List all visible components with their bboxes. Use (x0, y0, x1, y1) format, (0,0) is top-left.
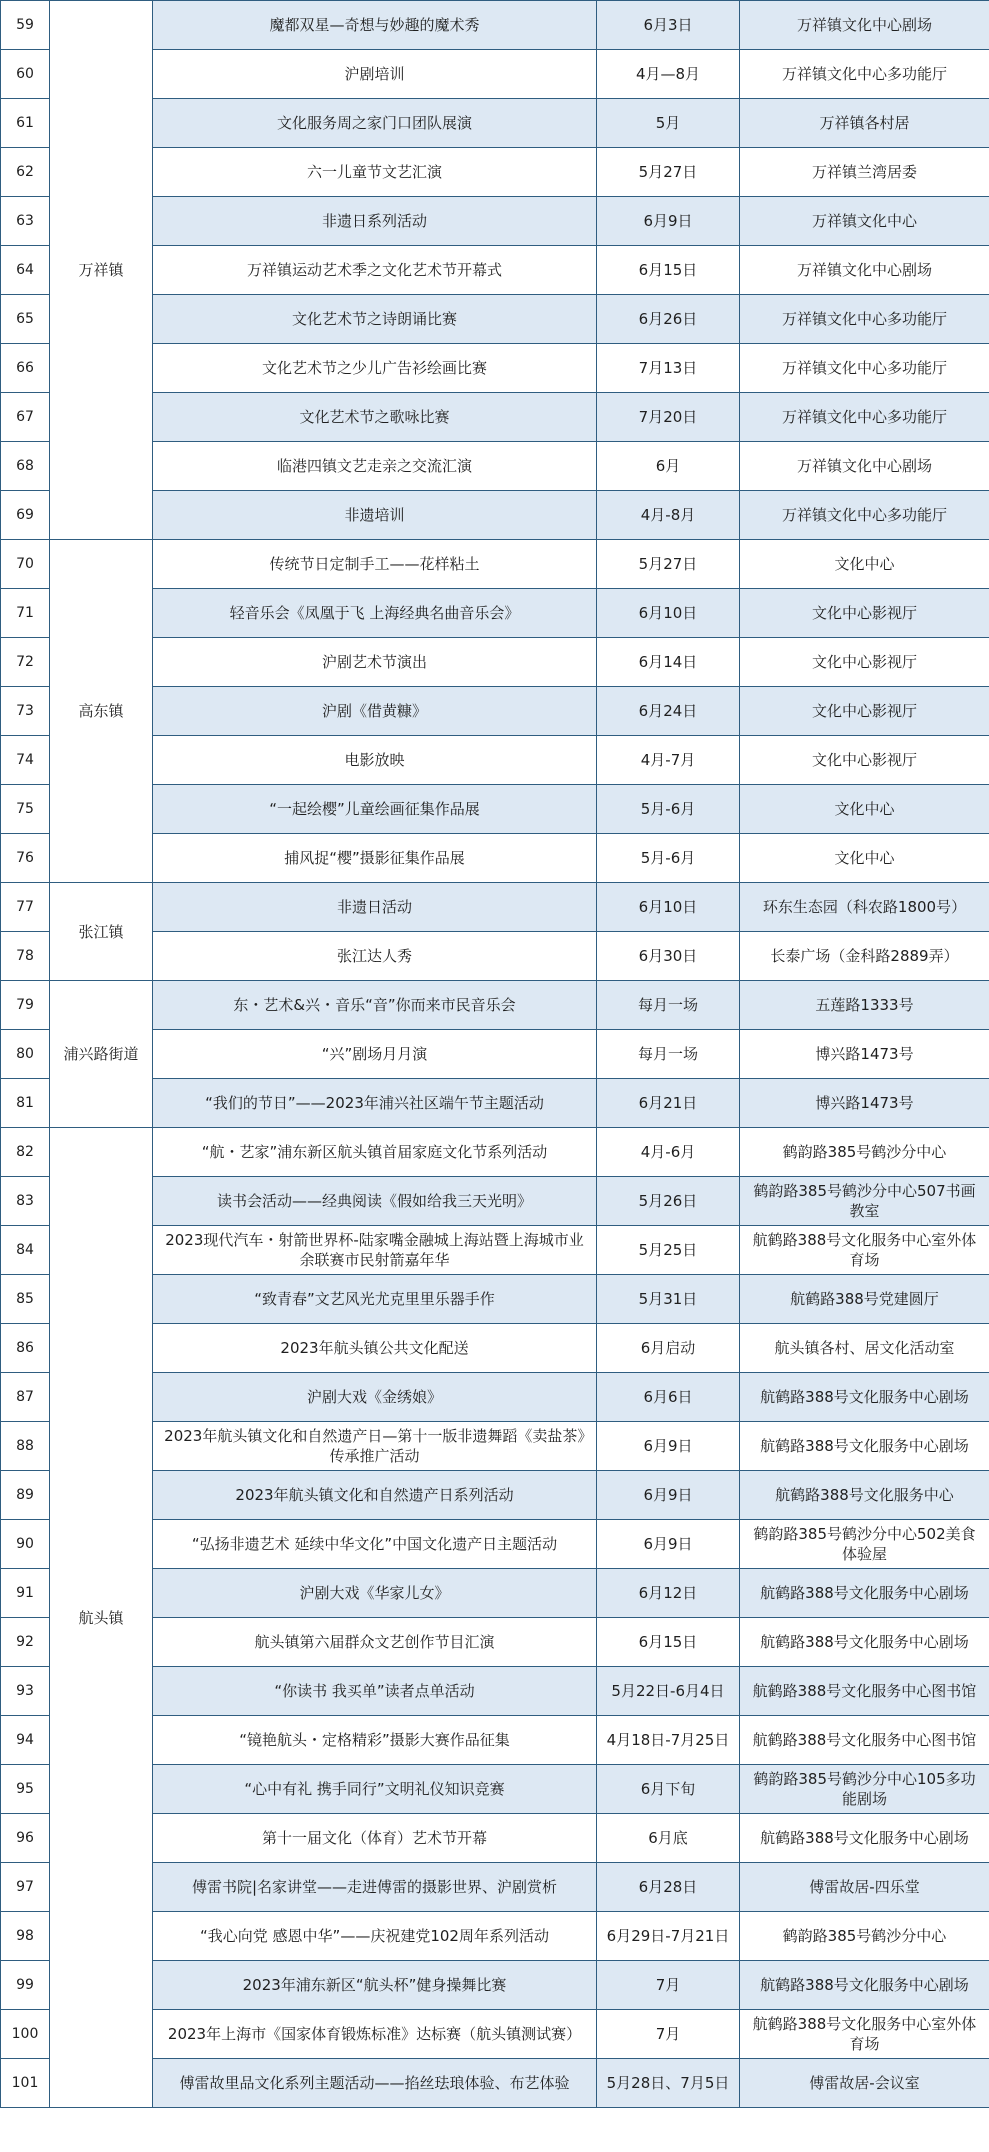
row-number: 98 (1, 1912, 50, 1961)
activity-venue-cell: 万祥镇文化中心多功能厅 (740, 50, 989, 99)
activity-venue-cell: 航头镇各村、居文化活动室 (740, 1324, 989, 1373)
activity-date-cell: 5月-6月 (597, 785, 740, 834)
row-number: 82 (1, 1128, 50, 1177)
activity-venue-cell: 万祥镇文化中心剧场 (740, 442, 989, 491)
activity-venue-cell: 文化中心影视厅 (740, 687, 989, 736)
activity-venue-cell: 航鹤路388号文化服务中心室外体育场 (740, 1226, 989, 1275)
activity-venue-cell: 航鹤路388号文化服务中心室外体育场 (740, 2010, 989, 2059)
activity-date-cell: 6月10日 (597, 589, 740, 638)
activity-name-cell: 电影放映 (153, 736, 597, 785)
activity-date-cell: 6月下旬 (597, 1765, 740, 1814)
activity-name-cell: 非遗日活动 (153, 883, 597, 932)
activity-date-cell: 5月27日 (597, 540, 740, 589)
activity-venue-cell: 傅雷故居-四乐堂 (740, 1863, 989, 1912)
activity-date-cell: 6月启动 (597, 1324, 740, 1373)
row-number: 85 (1, 1275, 50, 1324)
row-number: 86 (1, 1324, 50, 1373)
row-number: 101 (1, 2059, 50, 2108)
activity-name-cell: 傅雷书院|名家讲堂——走进傅雷的摄影世界、沪剧赏析 (153, 1863, 597, 1912)
activity-venue-cell: 博兴路1473号 (740, 1030, 989, 1079)
activity-date-cell: 6月9日 (597, 1422, 740, 1471)
table-row (1, 1128, 989, 1177)
activity-name-cell: 2023年航头镇文化和自然遗产日系列活动 (153, 1471, 597, 1520)
activity-date-cell: 4月-8月 (597, 491, 740, 540)
activity-venue-cell: 文化中心影视厅 (740, 736, 989, 785)
activity-date-cell: 5月-6月 (597, 834, 740, 883)
activity-name-cell: 2023现代汽车・射箭世界杯-陆家嘴金融城上海站暨上海城市业余联赛市民射箭嘉年华 (153, 1226, 597, 1275)
activity-name-cell: 东・艺术&兴・音乐“音”你而来市民音乐会 (153, 981, 597, 1030)
row-number: 81 (1, 1079, 50, 1128)
activity-date-cell: 每月一场 (597, 981, 740, 1030)
activity-date-cell: 5月28日、7月5日 (597, 2059, 740, 2108)
activity-date-cell: 4月18日-7月25日 (597, 1716, 740, 1765)
activity-date-cell: 6月6日 (597, 1373, 740, 1422)
town-cell: 万祥镇 (50, 1, 153, 540)
activity-venue-cell: 万祥镇文化中心 (740, 197, 989, 246)
row-number: 90 (1, 1520, 50, 1569)
activity-name-cell: 2023年浦东新区“航头杯”健身操舞比赛 (153, 1961, 597, 2010)
row-number: 60 (1, 50, 50, 99)
activity-name-cell: 沪剧大戏《华家儿女》 (153, 1569, 597, 1618)
table-row (1, 883, 989, 932)
activity-name-cell: 沪剧艺术节演出 (153, 638, 597, 687)
activity-venue-cell: 五莲路1333号 (740, 981, 989, 1030)
row-number: 61 (1, 99, 50, 148)
activity-name-cell: 2023年航头镇公共文化配送 (153, 1324, 597, 1373)
activity-date-cell: 6月28日 (597, 1863, 740, 1912)
activity-date-cell: 7月20日 (597, 393, 740, 442)
town-cell: 张江镇 (50, 883, 153, 981)
row-number: 73 (1, 687, 50, 736)
activity-venue-cell: 万祥镇文化中心多功能厅 (740, 491, 989, 540)
activity-venue-cell: 航鹤路388号文化服务中心剧场 (740, 1569, 989, 1618)
activity-venue-cell: 航鹤路388号文化服务中心剧场 (740, 1618, 989, 1667)
activity-name-cell: 非遗日系列活动 (153, 197, 597, 246)
activity-date-cell: 5月26日 (597, 1177, 740, 1226)
activity-venue-cell: 航鹤路388号文化服务中心剧场 (740, 1961, 989, 2010)
activity-venue-cell: 航鹤路388号党建圆厅 (740, 1275, 989, 1324)
row-number: 91 (1, 1569, 50, 1618)
activity-name-cell: 万祥镇运动艺术季之文化艺术节开幕式 (153, 246, 597, 295)
activity-name-cell: 2023年航头镇文化和自然遗产日—第十一版非遗舞蹈《卖盐茶》传承推广活动 (153, 1422, 597, 1471)
activity-venue-cell: 航鹤路388号文化服务中心图书馆 (740, 1716, 989, 1765)
activity-name-cell: “心中有礼 携手同行”文明礼仪知识竞赛 (153, 1765, 597, 1814)
activity-venue-cell: 航鹤路388号文化服务中心 (740, 1471, 989, 1520)
activity-venue-cell: 文化中心影视厅 (740, 638, 989, 687)
activity-date-cell: 5月25日 (597, 1226, 740, 1275)
activity-date-cell: 6月底 (597, 1814, 740, 1863)
activity-name-cell: “兴”剧场月月演 (153, 1030, 597, 1079)
activity-date-cell: 5月31日 (597, 1275, 740, 1324)
row-number: 97 (1, 1863, 50, 1912)
row-number: 67 (1, 393, 50, 442)
activity-name-cell: “一起绘樱”儿童绘画征集作品展 (153, 785, 597, 834)
row-number: 72 (1, 638, 50, 687)
activity-venue-cell: 万祥镇兰湾居委 (740, 148, 989, 197)
activity-date-cell: 6月9日 (597, 1520, 740, 1569)
row-number: 69 (1, 491, 50, 540)
activity-name-cell: 沪剧《借黄糠》 (153, 687, 597, 736)
activity-venue-cell: 万祥镇文化中心多功能厅 (740, 295, 989, 344)
row-number: 71 (1, 589, 50, 638)
activity-date-cell: 7月 (597, 2010, 740, 2059)
row-number: 92 (1, 1618, 50, 1667)
town-cell: 航头镇 (50, 1128, 153, 2108)
activity-name-cell: 2023年上海市《国家体育锻炼标准》达标赛（航头镇测试赛） (153, 2010, 597, 2059)
activity-venue-cell: 文化中心 (740, 834, 989, 883)
table-row (1, 981, 989, 1030)
row-number: 63 (1, 197, 50, 246)
table-row (1, 540, 989, 589)
activity-date-cell: 4月-6月 (597, 1128, 740, 1177)
activity-name-cell: “我们的节日”——2023年浦兴社区端午节主题活动 (153, 1079, 597, 1128)
activity-name-cell: 沪剧大戏《金绣娘》 (153, 1373, 597, 1422)
activity-name-cell: 临港四镇文艺走亲之交流汇演 (153, 442, 597, 491)
activity-date-cell: 6月15日 (597, 246, 740, 295)
activity-name-cell: “镜艳航头・定格精彩”摄影大赛作品征集 (153, 1716, 597, 1765)
activity-date-cell: 5月27日 (597, 148, 740, 197)
activity-date-cell: 7月13日 (597, 344, 740, 393)
row-number: 80 (1, 1030, 50, 1079)
activity-venue-cell: 航鹤路388号文化服务中心剧场 (740, 1422, 989, 1471)
row-number: 84 (1, 1226, 50, 1275)
activity-date-cell: 6月9日 (597, 1471, 740, 1520)
activity-name-cell: 捕风捉“樱”摄影征集作品展 (153, 834, 597, 883)
activity-date-cell: 6月29日-7月21日 (597, 1912, 740, 1961)
row-number: 93 (1, 1667, 50, 1716)
activity-name-cell: 文化艺术节之少儿广告衫绘画比赛 (153, 344, 597, 393)
activity-name-cell: 六一儿童节文艺汇演 (153, 148, 597, 197)
row-number: 76 (1, 834, 50, 883)
activity-date-cell: 6月15日 (597, 1618, 740, 1667)
row-number: 100 (1, 2010, 50, 2059)
activity-venue-cell: 鹤韵路385号鹤沙分中心 (740, 1128, 989, 1177)
activity-venue-cell: 文化中心 (740, 785, 989, 834)
activity-date-cell: 4月-7月 (597, 736, 740, 785)
row-number: 95 (1, 1765, 50, 1814)
row-number: 59 (1, 1, 50, 50)
activity-venue-cell: 万祥镇文化中心剧场 (740, 1, 989, 50)
activity-venue-cell: 博兴路1473号 (740, 1079, 989, 1128)
row-number: 62 (1, 148, 50, 197)
activity-venue-cell: 万祥镇文化中心多功能厅 (740, 393, 989, 442)
activity-venue-cell: 航鹤路388号文化服务中心剧场 (740, 1373, 989, 1422)
activity-name-cell: 非遗培训 (153, 491, 597, 540)
activity-name-cell: “致青春”文艺风光尤克里里乐器手作 (153, 1275, 597, 1324)
activity-date-cell: 每月一场 (597, 1030, 740, 1079)
row-number: 96 (1, 1814, 50, 1863)
activity-name-cell: 轻音乐会《凤凰于飞 上海经典名曲音乐会》 (153, 589, 597, 638)
activity-venue-cell: 航鹤路388号文化服务中心剧场 (740, 1814, 989, 1863)
row-number: 79 (1, 981, 50, 1030)
activity-name-cell: 传统节日定制手工——花样粘土 (153, 540, 597, 589)
activity-venue-cell: 万祥镇文化中心剧场 (740, 246, 989, 295)
row-number: 94 (1, 1716, 50, 1765)
activity-date-cell: 5月 (597, 99, 740, 148)
activity-date-cell: 6月30日 (597, 932, 740, 981)
row-number: 87 (1, 1373, 50, 1422)
row-number: 74 (1, 736, 50, 785)
town-cell: 高东镇 (50, 540, 153, 883)
activity-name-cell: “弘扬非遗艺术 延续中华文化”中国文化遗产日主题活动 (153, 1520, 597, 1569)
activity-name-cell: 张江达人秀 (153, 932, 597, 981)
row-number: 70 (1, 540, 50, 589)
activity-date-cell: 6月9日 (597, 197, 740, 246)
town-cell: 浦兴路街道 (50, 981, 153, 1128)
row-number: 83 (1, 1177, 50, 1226)
activity-venue-cell: 万祥镇文化中心多功能厅 (740, 344, 989, 393)
row-number: 77 (1, 883, 50, 932)
activity-date-cell: 6月26日 (597, 295, 740, 344)
activity-name-cell: “我心向党 感恩中华”——庆祝建党102周年系列活动 (153, 1912, 597, 1961)
activity-venue-cell: 文化中心影视厅 (740, 589, 989, 638)
activity-venue-cell: 鹤韵路385号鹤沙分中心502美食体验屋 (740, 1520, 989, 1569)
row-number: 66 (1, 344, 50, 393)
activity-date-cell: 6月24日 (597, 687, 740, 736)
activity-venue-cell: 鹤韵路385号鹤沙分中心507书画教室 (740, 1177, 989, 1226)
row-number: 65 (1, 295, 50, 344)
activity-date-cell: 6月3日 (597, 1, 740, 50)
activity-name-cell: “航・艺家”浦东新区航头镇首届家庭文化节系列活动 (153, 1128, 597, 1177)
activity-name-cell: 文化艺术节之歌咏比赛 (153, 393, 597, 442)
activity-name-cell: 读书会活动——经典阅读《假如给我三天光明》 (153, 1177, 597, 1226)
activity-date-cell: 4月—8月 (597, 50, 740, 99)
activity-venue-cell: 环东生态园（科农路1800号） (740, 883, 989, 932)
activity-venue-cell: 鹤韵路385号鹤沙分中心 (740, 1912, 989, 1961)
row-number: 68 (1, 442, 50, 491)
row-number: 78 (1, 932, 50, 981)
row-number: 64 (1, 246, 50, 295)
activity-date-cell: 6月 (597, 442, 740, 491)
activity-venue-cell: 万祥镇各村居 (740, 99, 989, 148)
activity-name-cell: “你读书 我买单”读者点单活动 (153, 1667, 597, 1716)
table-row (1, 1, 989, 50)
activity-date-cell: 6月10日 (597, 883, 740, 932)
activity-name-cell: 文化艺术节之诗朗诵比赛 (153, 295, 597, 344)
activity-venue-cell: 傅雷故居-会议室 (740, 2059, 989, 2108)
activity-name-cell: 魔都双星—奇想与妙趣的魔术秀 (153, 1, 597, 50)
row-number: 89 (1, 1471, 50, 1520)
activity-date-cell: 6月12日 (597, 1569, 740, 1618)
activity-table-body (1, 1, 989, 2108)
activity-date-cell: 5月22日-6月4日 (597, 1667, 740, 1716)
activity-venue-cell: 文化中心 (740, 540, 989, 589)
activity-name-cell: 航头镇第六届群众文艺创作节目汇演 (153, 1618, 597, 1667)
row-number: 75 (1, 785, 50, 834)
row-number: 88 (1, 1422, 50, 1471)
activity-name-cell: 文化服务周之家门口团队展演 (153, 99, 597, 148)
activity-date-cell: 6月14日 (597, 638, 740, 687)
activity-venue-cell: 长泰广场（金科路2889弄） (740, 932, 989, 981)
activity-date-cell: 6月21日 (597, 1079, 740, 1128)
row-number: 99 (1, 1961, 50, 2010)
activity-name-cell: 第十一届文化（体育）艺术节开幕 (153, 1814, 597, 1863)
activity-name-cell: 傅雷故里品文化系列主题活动——掐丝珐琅体验、布艺体验 (153, 2059, 597, 2108)
activity-name-cell: 沪剧培训 (153, 50, 597, 99)
activity-venue-cell: 鹤韵路385号鹤沙分中心105多功能剧场 (740, 1765, 989, 1814)
activity-date-cell: 7月 (597, 1961, 740, 2010)
activity-venue-cell: 航鹤路388号文化服务中心图书馆 (740, 1667, 989, 1716)
